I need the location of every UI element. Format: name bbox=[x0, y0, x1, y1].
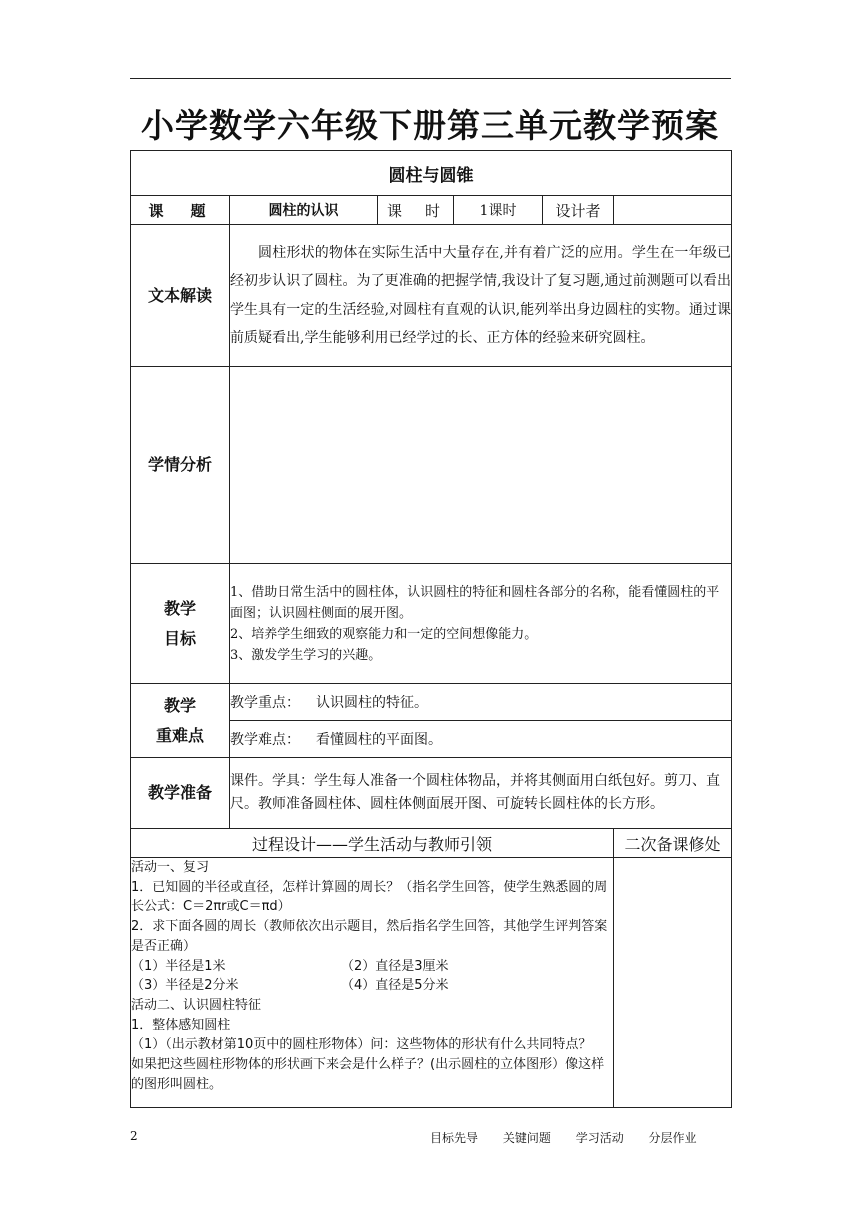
activity-heading: 活动一、复习 bbox=[131, 860, 210, 875]
teaching-focus-value: 认识圆柱的特征。 bbox=[316, 695, 428, 711]
student-analysis-row bbox=[131, 367, 732, 564]
unit-title-row bbox=[131, 151, 732, 196]
teaching-goals-label-line1: 教学 bbox=[163, 598, 196, 618]
exercise-row bbox=[131, 957, 613, 977]
lesson-plan-table bbox=[130, 150, 732, 1108]
designer-value bbox=[614, 196, 732, 225]
goal-item: 3、激发学生学习的兴趣。 bbox=[230, 647, 382, 663]
footer-nav-item: 目标先导 bbox=[430, 1131, 479, 1145]
page-number: 2 bbox=[130, 1129, 138, 1143]
exercise-item: （2）直径是3厘米 bbox=[341, 958, 449, 974]
text-interpretation-content: 圆柱形状的物体在实际生活中大量存在,并有着广泛的应用。学生在一年级已经初步认识了圆柱。为了更准确的把握学情,我设计了复习题,通过前测题可以看出学生具有一定的生活经验,对圆柱有直观的认识,能列举出身边圆柱的实物。通过课前质疑看出,学生能够利用已经学过的长、正方体的经验来研究圆柱。 bbox=[230, 225, 732, 367]
preparation-row bbox=[131, 758, 732, 829]
topic-value: 圆柱的认识 bbox=[230, 196, 378, 225]
teaching-goals-label-line2: 目标 bbox=[163, 628, 196, 648]
process-header-row bbox=[131, 829, 732, 858]
footer-nav bbox=[430, 1129, 718, 1146]
exercise-item: （3）半径是2分米 bbox=[131, 978, 239, 994]
teaching-focus bbox=[230, 684, 732, 721]
unit-title: 圆柱与圆锥 bbox=[131, 151, 732, 196]
process-line: 如果把这些圆柱形物体的形状画下来会是什么样子？(出示圆柱的立体图形）像这样的图形叫圆柱。 bbox=[131, 1057, 605, 1092]
text-interpretation-row bbox=[131, 225, 732, 367]
footer-nav-item: 关键问题 bbox=[502, 1131, 551, 1145]
key-points-label-line2: 重难点 bbox=[155, 725, 204, 745]
header-rule bbox=[130, 78, 731, 79]
goal-item: 1、借助日常生活中的圆柱体，认识圆柱的特征和圆柱各部分的名称，能看懂圆柱的平面图；认识圆柱侧面的展开图。 bbox=[230, 584, 720, 621]
teaching-goals-label bbox=[131, 564, 230, 684]
process-line: 1．已知圆的半径或直径，怎样计算圆的周长？（指名学生回答，使学生熟悉圆的周长公式：C＝2πr或C＝πd） bbox=[131, 879, 608, 915]
document-title: 小学数学六年级下册第三单元教学预案 bbox=[141, 106, 719, 145]
process-content bbox=[131, 858, 614, 1108]
revision-notes-cell bbox=[614, 858, 732, 1108]
preparation-label: 教学准备 bbox=[131, 758, 230, 829]
footer-nav-item: 分层作业 bbox=[648, 1131, 697, 1145]
key-points-label-line1: 教学 bbox=[163, 695, 196, 715]
key-points-label bbox=[131, 684, 230, 758]
key-points-row-1 bbox=[131, 684, 732, 721]
footer-nav-item: 学习活动 bbox=[575, 1131, 624, 1145]
process-line: 1．整体感知圆柱 bbox=[131, 1017, 231, 1033]
period-label: 课 时 bbox=[378, 196, 454, 225]
teaching-goals-row bbox=[131, 564, 732, 684]
process-line: 2．求下面各圆的周长（教师依次出示题目，然后指名学生回答，其他学生评判答案是否正确） bbox=[131, 919, 608, 954]
exercise-item: （1）半径是1米 bbox=[131, 958, 226, 974]
exercise-row bbox=[131, 976, 613, 996]
preparation-content: 课件。学具：学生每人准备一个圆柱体物品，并将其侧面用白纸包好。剪刀、直尺。教师准备圆柱体、圆柱体侧面展开图、可旋转长圆柱体的长方形。 bbox=[230, 758, 732, 829]
teaching-difficulty-value: 看懂圆柱的平面图。 bbox=[316, 732, 442, 748]
student-analysis-label: 学情分析 bbox=[131, 367, 230, 564]
student-analysis-content bbox=[230, 367, 732, 564]
process-body-row bbox=[131, 858, 732, 1108]
topic-label: 课 题 bbox=[131, 196, 230, 225]
exercise-item: （4）直径是5分米 bbox=[341, 978, 449, 994]
designer-label: 设计者 bbox=[543, 196, 614, 225]
meta-row bbox=[131, 196, 732, 225]
activity-heading: 活动二、认识圆柱特征 bbox=[131, 997, 262, 1013]
period-value: 1课时 bbox=[454, 196, 543, 225]
revision-header: 二次备课修处 bbox=[614, 829, 732, 858]
teaching-focus-label: 教学重点： bbox=[230, 695, 300, 711]
goal-item: 2、培养学生细致的观察能力和一定的空间想像能力。 bbox=[230, 626, 538, 642]
teaching-difficulty bbox=[230, 721, 732, 758]
text-interpretation-label: 文本解读 bbox=[131, 225, 230, 367]
teaching-goals-content bbox=[230, 564, 732, 684]
process-line: （1）（出示教材第10页中的圆柱形物体）问：这些物体的形状有什么共同特点？ bbox=[131, 1037, 592, 1053]
process-header: 过程设计——学生活动与教师引领 bbox=[131, 829, 614, 858]
teaching-difficulty-label: 教学难点： bbox=[230, 732, 300, 748]
